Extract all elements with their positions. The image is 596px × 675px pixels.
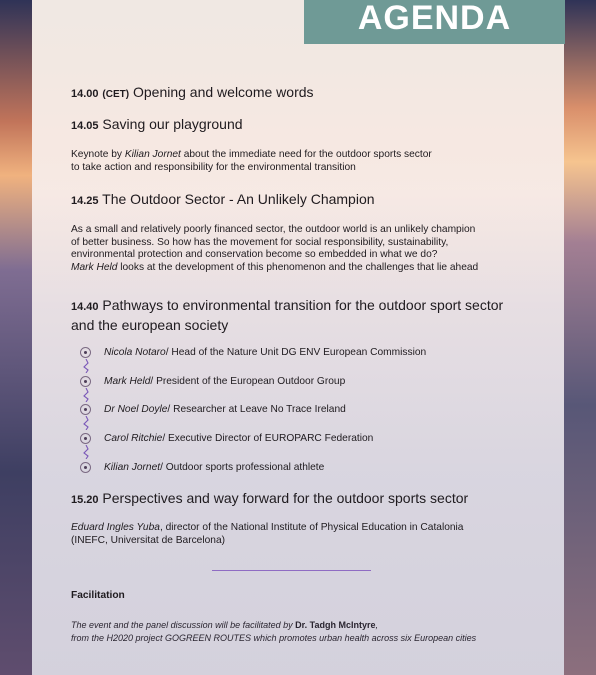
facilitation-heading: Facilitation: [71, 590, 125, 601]
speaker-role: / Executive Director of EUROPARC Federation: [162, 432, 374, 444]
champion-speaker: Mark Held: [71, 261, 118, 273]
champion-description: [71, 224, 478, 274]
keynote-text-line2: to take action and responsibility for the environmental transition: [71, 161, 356, 173]
item-title: Pathways to environmental transition for the outdoor sport sector: [102, 297, 504, 313]
perspectives-description: [71, 522, 463, 547]
item-title: Opening and welcome words: [132, 84, 314, 100]
item-time: 14.00: [71, 88, 99, 100]
bullet-icon: [80, 462, 91, 473]
facilitation-text: The event and the panel discussion will be facilitated by: [71, 620, 296, 630]
description-line: , director of the National Institute of Physical Education in Catalonia: [159, 522, 464, 533]
description-line: environmental protection and conservation become so embedded in what we do?: [71, 249, 438, 260]
speaker-name: Carol Ritchie: [104, 432, 163, 444]
bullet-icon: [80, 433, 91, 444]
description-line: (INEFC, Universitat de Barcelona): [71, 534, 225, 546]
speaker-role: / Outdoor sports professional athlete: [160, 461, 325, 473]
speaker-name: Nicola Notaro: [104, 346, 166, 358]
item-time: 14.40: [71, 301, 99, 313]
item-time: 14.05: [71, 120, 99, 132]
agenda-item-saving-playground: [71, 116, 243, 132]
speaker-row: [80, 344, 426, 360]
divider-line: [212, 570, 371, 571]
agenda-item-unlikely-champion: [71, 191, 375, 207]
keynote-speaker: Kilian Jornet: [124, 149, 181, 160]
speaker-name: Kilian Jornet: [104, 461, 161, 473]
speaker-role: / President of the European Outdoor Group: [150, 375, 346, 387]
agenda-panel: [32, 0, 564, 675]
agenda-item-perspectives: [71, 490, 468, 506]
speaker-role: / Head of the Nature Unit DG ENV European Commission: [165, 346, 427, 358]
speaker-name: Dr Noel Doyle: [104, 403, 168, 415]
connector-icon: [82, 388, 90, 402]
connector-icon: [82, 416, 90, 430]
connector-icon: [82, 359, 90, 373]
item-title: The Outdoor Sector - An Unlikely Champion: [102, 191, 375, 207]
keynote-text: about the immediate need for the outdoor sports sector: [180, 149, 432, 160]
item-title-line2: and the european society: [71, 317, 229, 333]
keynote-description: [71, 149, 432, 174]
keynote-prefix: Keynote by: [71, 149, 125, 160]
description-line: of better business. So how has the movement for social responsibility, sustainability,: [71, 236, 449, 248]
agenda-banner: AGENDA: [304, 0, 565, 44]
item-timezone: (CET): [102, 89, 130, 100]
speaker-row: [80, 459, 324, 475]
bullet-icon: [80, 404, 91, 415]
item-title: Saving our playground: [102, 116, 243, 132]
agenda-item-pathways: [71, 296, 503, 334]
description-line: looks at the development of this phenomenon and the challenges that lie ahead: [117, 261, 479, 273]
facilitation-text: ,: [375, 620, 379, 630]
item-time: 14.25: [71, 195, 99, 207]
facilitator-name: Dr. Tadgh McIntyre: [295, 620, 376, 630]
facilitation-line-1: [71, 620, 378, 630]
facilitation-line-2: from the H2020 project GOGREEN ROUTES which promotes urban health across six European cities: [71, 633, 477, 643]
item-title: Perspectives and way forward for the outdoor sports sector: [102, 490, 469, 506]
perspectives-speaker: Eduard Ingles Yuba: [71, 522, 160, 533]
item-time: 15.20: [71, 494, 99, 506]
agenda-item-opening: [71, 84, 314, 100]
connector-icon: [82, 445, 90, 459]
speaker-name: Mark Held: [104, 375, 151, 387]
bullet-icon: [80, 376, 91, 387]
speaker-role: / Researcher at Leave No Trace Ireland: [167, 403, 346, 415]
speaker-row: [80, 430, 373, 446]
description-line: As a small and relatively poorly financed sector, the outdoor world is an unlikely champion: [71, 224, 476, 235]
bullet-icon: [80, 347, 91, 358]
speaker-row: [80, 373, 345, 389]
background-left: [0, 0, 32, 675]
background-right: [564, 0, 596, 675]
speaker-row: [80, 401, 346, 417]
